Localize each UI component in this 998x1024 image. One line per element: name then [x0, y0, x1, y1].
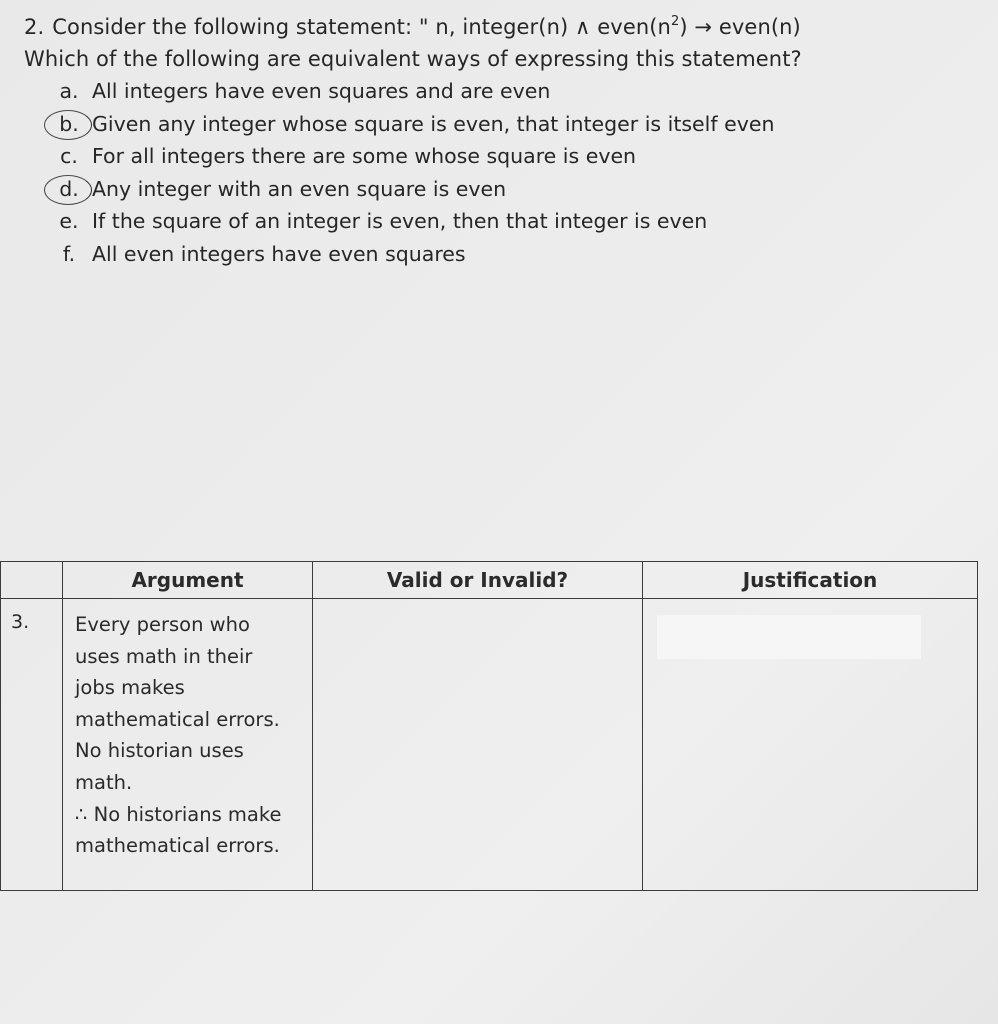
option-letter: d.	[59, 176, 79, 201]
argument-line: jobs makes	[75, 676, 185, 700]
option-b[interactable]	[24, 108, 984, 141]
option-a[interactable]	[24, 75, 984, 108]
blank-patch	[657, 615, 921, 659]
statement-prefix: Consider the following statement: " n, integer(n) ∧ even(n	[52, 15, 671, 39]
header-justification: Justification	[643, 562, 978, 599]
argument-line: ∴ No historians make	[75, 802, 282, 826]
option-f[interactable]	[24, 238, 984, 271]
argument-line: No historian uses	[75, 739, 244, 763]
question-number: 2.	[24, 15, 45, 39]
header-number	[1, 562, 63, 599]
option-letter: b.	[59, 111, 79, 136]
option-text: All integers have even squares and are even	[92, 79, 551, 103]
option-e[interactable]	[24, 205, 984, 238]
option-text: Any integer with an even square is even	[92, 176, 507, 201]
statement-suffix: ) → even(n)	[679, 15, 801, 39]
option-d[interactable]	[24, 173, 984, 206]
table-row	[1, 599, 978, 891]
argument-line: mathematical errors.	[75, 707, 280, 731]
justification-cell[interactable]	[643, 599, 978, 891]
option-letter: e.	[59, 209, 79, 233]
option-text: All even integers have even squares	[92, 241, 466, 266]
statement-superscript: 2	[670, 14, 680, 29]
table-header-row	[1, 562, 978, 599]
option-letter: c.	[60, 144, 78, 168]
argument-table	[0, 561, 978, 891]
header-argument: Argument	[63, 562, 313, 599]
valid-or-invalid-cell[interactable]	[313, 599, 643, 891]
row-number: 3.	[1, 599, 63, 891]
argument-line: math.	[75, 770, 133, 794]
question-2-prompt: Which of the following are equivalent ways of expressing this statement?	[24, 47, 802, 71]
question-2-statement	[24, 6, 984, 43]
argument-line: mathematical errors.	[75, 834, 280, 858]
question-2	[24, 6, 984, 270]
argument-line: uses math in their	[75, 644, 253, 668]
option-text: If the square of an integer is even, then that integer is even	[92, 209, 708, 233]
option-c[interactable]	[24, 140, 984, 173]
option-letter: a.	[59, 79, 79, 103]
argument-line: Every person who	[75, 613, 250, 636]
option-list	[24, 75, 984, 270]
option-letter: f.	[62, 241, 76, 266]
option-text: For all integers there are some whose square is even	[92, 144, 637, 168]
option-text: Given any integer whose square is even, that integer is itself even	[92, 111, 775, 136]
header-valid-or-invalid: Valid or Invalid?	[313, 562, 643, 599]
argument-cell	[63, 599, 313, 891]
